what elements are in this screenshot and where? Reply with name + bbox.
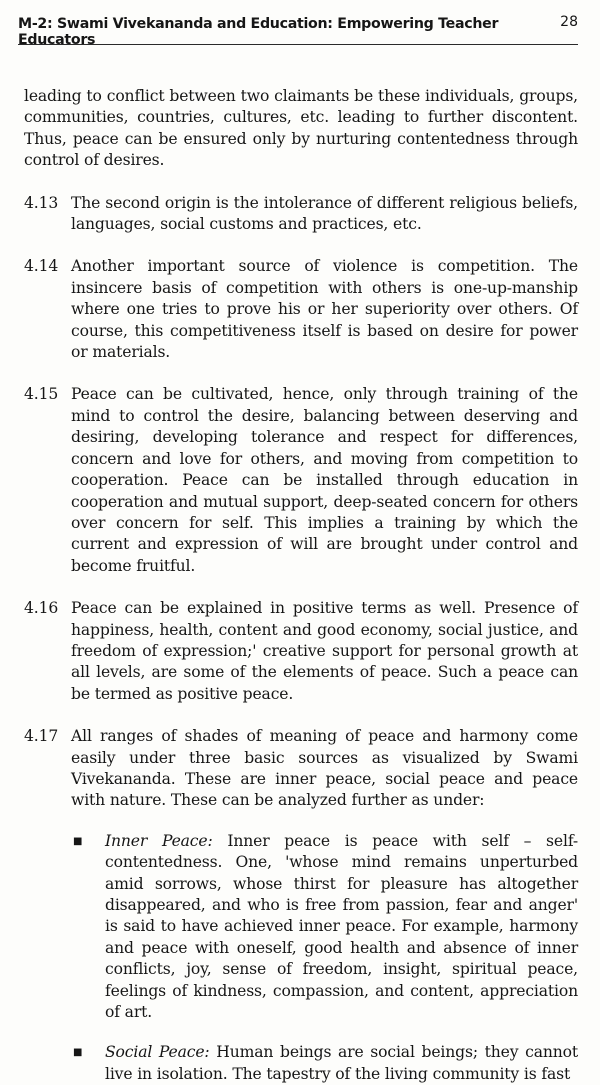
page-header [18,10,578,48]
paragraph-block [71,726,578,1085]
bullet-label: Inner Peace: [105,831,213,850]
numbered-paragraph [24,384,578,577]
running-head: M-2: Swami Vivekananda and Education: Empowering Teacher Educators [18,16,499,48]
paragraph-text: The second origin is the intolerance of different religious beliefs, languages, social customs and practices, etc. [71,193,578,234]
paragraph-text: Peace can be explained in positive terms as well. Presence of happiness, health, content and good economy, social justice, and freedom of expression;' creative support for personal growth at all levels, are some of the elements of peace. Such a peace can be termed as positive peace. [71,599,578,703]
paragraph-number: 4.13 [24,193,59,212]
bullet-item [71,1042,578,1085]
page-body [24,86,578,1085]
paragraph-text: All ranges of shades of meaning of peace and harmony come easily under three basic sources as visualized by Swami Vivekananda. These are inner peace, social peace and peace with nature. These can be analyzed further as under: [71,727,578,810]
bullet-list [71,831,578,1085]
bullet-square-icon: ■ [73,1047,83,1059]
bullet-item [71,831,578,1024]
bullet-label: Social Peace: [105,1043,210,1062]
numbered-paragraph [24,726,578,1085]
bullet-text: Human beings are social beings; they cannot live in isolation. The tapestry of the living community is fast [105,1043,578,1083]
paragraph-number: 4.15 [24,385,59,404]
paragraph-text: Another important source of violence is competition. The insincere basis of competition with others is one-up-manship where one tries to prove his or her superiority over others. Of course, this competitiveness itself is based on desire for power or materials. [71,257,578,362]
paragraph-number: 4.14 [24,257,59,276]
numbered-paragraph [24,256,578,363]
paragraph-number: 4.17 [24,727,59,746]
bullet-text: Inner peace is peace with self – self-contentedness. One, 'whose mind remains unperturbed amid sorrows, whose thirst for pleasure has altogether disappeared, and who is free from passion, fear and anger' is said to have achieved inner peace. For example, harmony and peace with oneself, good health and absence of inner conflicts, joy, sense of freedom, insight, spiritual peace, feelings of kindness, compassion, and content, appreciation of art. [105,831,578,1022]
paragraph-number: 4.16 [24,599,59,618]
bullet-square-icon: ■ [73,835,83,847]
numbered-paragraph [24,598,578,705]
continued-paragraph: leading to conflict between two claimants be these individuals, groups, communities, countries, cultures, etc. leading to further discontent. Thus, peace can be ensured only by nurturing contentedness through control of desires. [24,87,578,170]
page-number: 28 [560,14,578,30]
numbered-paragraph [24,193,578,236]
paragraph-text: Peace can be cultivated, hence, only through training of the mind to control the desire, balancing between deserving and desiring, developing tolerance and respect for differences, concern and love for others, and moving from competition to cooperation. Peace can be installed through education in cooperation and mutual support, deep-seated concern for others over concern for self. This implies a training by which the current and expression of will are brought under control and become fruitful. [71,385,578,575]
